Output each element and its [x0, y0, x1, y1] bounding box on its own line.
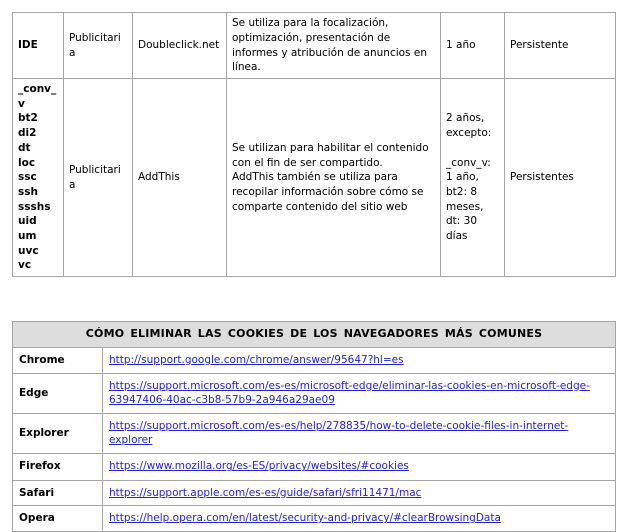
browser-help-link[interactable]: http://support.google.com/chrome/answer/95647?hl=es — [109, 353, 404, 366]
browser-help-link[interactable]: https://support.microsoft.com/es-es/help/278835/how-to-delete-cookie-files-in-internet-explorer — [109, 419, 569, 447]
cookie-persistence-cell: Persistente — [505, 13, 616, 79]
browser-url-cell — [103, 413, 616, 453]
browser-name-cell: Opera — [13, 506, 103, 532]
browser-url-cell — [103, 453, 616, 480]
browser-name-cell: Firefox — [13, 453, 103, 480]
table-title: CÓMO ELIMINAR LAS COOKIES DE LOS NAVEGADORES MÁS COMUNES — [13, 322, 616, 348]
cookie-name-cell: IDE — [13, 13, 64, 79]
browser-help-link[interactable]: https://help.opera.com/en/latest/security-and-privacy/#clearBrowsingData — [109, 512, 501, 525]
cookie-persistence-cell: Persistentes — [505, 79, 616, 277]
cookie-duration-cell: 2 años, excepto: _conv_v: 1 año, bt2: 8 meses, dt: 30 días — [441, 79, 505, 277]
browser-name-cell: Explorer — [13, 413, 103, 453]
cookie-description-cell: Se utilizan para habilitar el contenido con el fin de ser compartido. AddThis también se utiliza para recopilar información sobre cómo se comparte contenido del sitio web — [227, 79, 441, 277]
cookie-type-cell: Publicitaria — [64, 79, 133, 277]
cookie-description-cell: Se utiliza para la focalización, optimización, presentación de informes y atribución de anuncios en línea. — [227, 13, 441, 79]
browser-url-cell — [103, 506, 616, 532]
browser-url-cell — [103, 347, 616, 373]
browser-help-link[interactable]: https://support.apple.com/es-es/guide/safari/sfri11471/mac — [109, 486, 422, 499]
table-row-edge — [13, 373, 616, 413]
browser-cookie-removal-table — [12, 321, 616, 532]
browser-name-cell: Safari — [13, 480, 103, 506]
table-row-firefox — [13, 453, 616, 480]
table-row-cookie-ide — [13, 13, 616, 79]
browser-url-cell — [103, 373, 616, 413]
browser-help-link[interactable]: https://www.mozilla.org/es-ES/privacy/websites/#cookies — [109, 460, 409, 473]
table-row-explorer — [13, 413, 616, 453]
cookie-details-table — [12, 12, 616, 277]
cookie-type-cell: Publicitaria — [64, 13, 133, 79]
browser-url-cell — [103, 480, 616, 506]
table-row-opera — [13, 506, 616, 532]
cookie-provider-cell: AddThis — [133, 79, 227, 277]
browser-name-cell: Edge — [13, 373, 103, 413]
cookie-duration-cell: 1 año — [441, 13, 505, 79]
browser-help-link[interactable]: https://support.microsoft.com/es-es/microsoft-edge/eliminar-las-cookies-en-microsoft-edge-63947406-40ac-c3b8-57b9-2a946a29ae09 — [109, 379, 590, 407]
table-header-row — [13, 322, 616, 348]
cookie-provider-cell: Doubleclick.net — [133, 13, 227, 79]
browser-name-cell: Chrome — [13, 347, 103, 373]
table-row-safari — [13, 480, 616, 506]
table-row-chrome — [13, 347, 616, 373]
cookie-name-cell: _conv_v bt2 di2 dt loc ssc ssh ssshs uid um uvc vc — [13, 79, 64, 277]
table-row-cookie-addthis — [13, 79, 616, 277]
